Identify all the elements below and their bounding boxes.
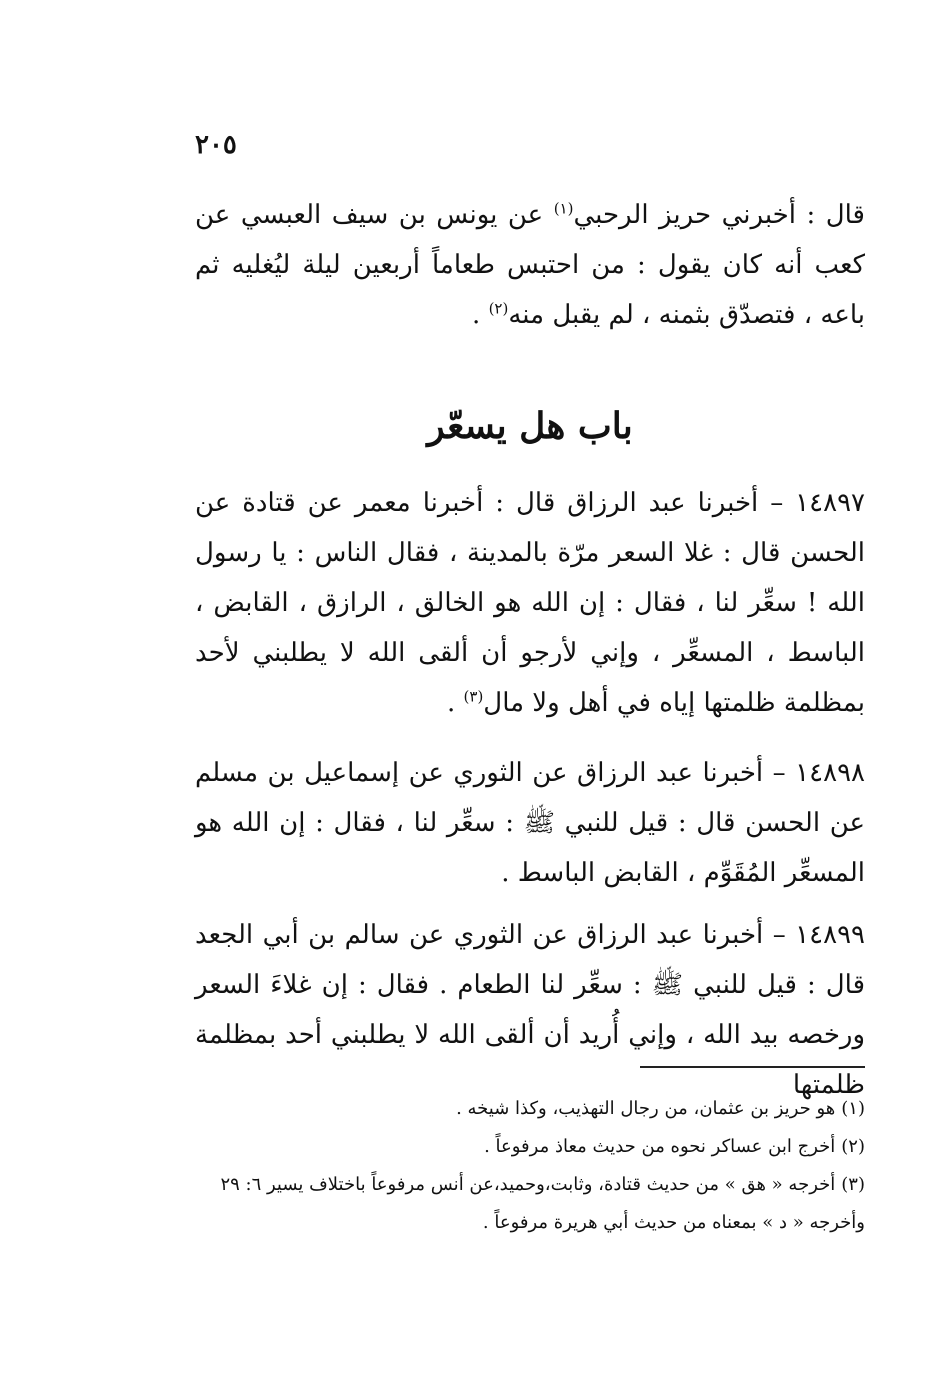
hadith-number: ١٤٨٩٧ <box>795 488 865 518</box>
footnote-2 <box>200 1128 865 1166</box>
footnote-ref-2[interactable]: (٢) <box>488 299 509 318</box>
footnote-3 <box>200 1166 865 1242</box>
hadith-14899 <box>195 910 865 1110</box>
chapter-title: باب هل يسعّر <box>427 405 633 447</box>
hadith-14897 <box>195 478 865 728</box>
hadith-text: – أخبرنا عبد الرزاق عن الثوري عن إسماعيل بن مسلم عن الحسن قال : قيل للنبي ﷺ : سعِّر لنا ، فقال : إن الله هو المسعِّر المُقَوِّم ، القابض الباسط . <box>195 758 865 888</box>
hadith-text: – أخبرنا عبد الرزاق قال : أخبرنا معمر عن قتادة عن الحسن قال : غلا السعر مرّة بالمدينة ، فقال الناس : يا رسول الله ! سعِّر لنا ، فقال : إن الله هو الخالق ، الرازق ، القابض ، الباسط ، المسعِّر ، وإني لأرجو أن ألقى الله لا يطلبني لأحد بمظلمة ظلمتها إياه في أهل ولا مال <box>195 488 865 718</box>
footnote-text: هو حريز بن عثمان، من رجال التهذيب، وكذا شيخه . <box>456 1098 836 1119</box>
intro-paragraph <box>195 190 865 340</box>
intro-text: قال : أخبرني حريز الرحبي <box>573 200 865 230</box>
footnotes-section <box>200 1090 865 1242</box>
hadith-text: – أخبرنا عبد الرزاق عن الثوري عن سالم بن أبي الجعد قال : قيل للنبي ﷺ : سعِّر لنا الطعام . فقال : إن غلاءَ السعر ورخصه بيد الله ، وإني أُريد أن ألقى الله لا يطلبني أحد بمظلمة ظلمتها <box>195 920 865 1100</box>
footnote-text: أخرج ابن عساكر نحوه من حديث معاذ مرفوعاً . <box>484 1136 836 1157</box>
footnote-divider <box>640 1066 865 1068</box>
hadith-number: ١٤٨٩٨ <box>795 758 865 788</box>
hadith-number: ١٤٨٩٩ <box>795 920 865 950</box>
footnote-number: (١) <box>841 1098 865 1119</box>
footnote-text: أخرجه « هق » من حديث قتادة، وثابت،وحميد،عن أنس مرفوعاً باختلاف يسير ٦: ٢٩ وأخرجه « د » بمعناه من حديث أبي هريرة مرفوعاً . <box>220 1174 865 1233</box>
footnote-ref-3[interactable]: (٣) <box>463 687 484 706</box>
hadith-end: . <box>446 688 464 718</box>
hadith-14898 <box>195 748 865 898</box>
footnote-1 <box>200 1090 865 1128</box>
footnote-ref-1[interactable]: (١) <box>553 199 574 218</box>
page-number: ٢٠٥ <box>195 130 237 160</box>
footnote-number: (٢) <box>841 1136 865 1157</box>
intro-text-continued: عن يونس بن سيف العبسي عن كعب أنه كان يقول : من احتبس طعاماً أربعين ليلة ليُغليه ثم باعه ، فتصدّق بثمنه ، لم يقبل منه <box>195 200 865 330</box>
intro-end: . <box>472 300 489 330</box>
footnote-number: (٣) <box>841 1174 865 1195</box>
